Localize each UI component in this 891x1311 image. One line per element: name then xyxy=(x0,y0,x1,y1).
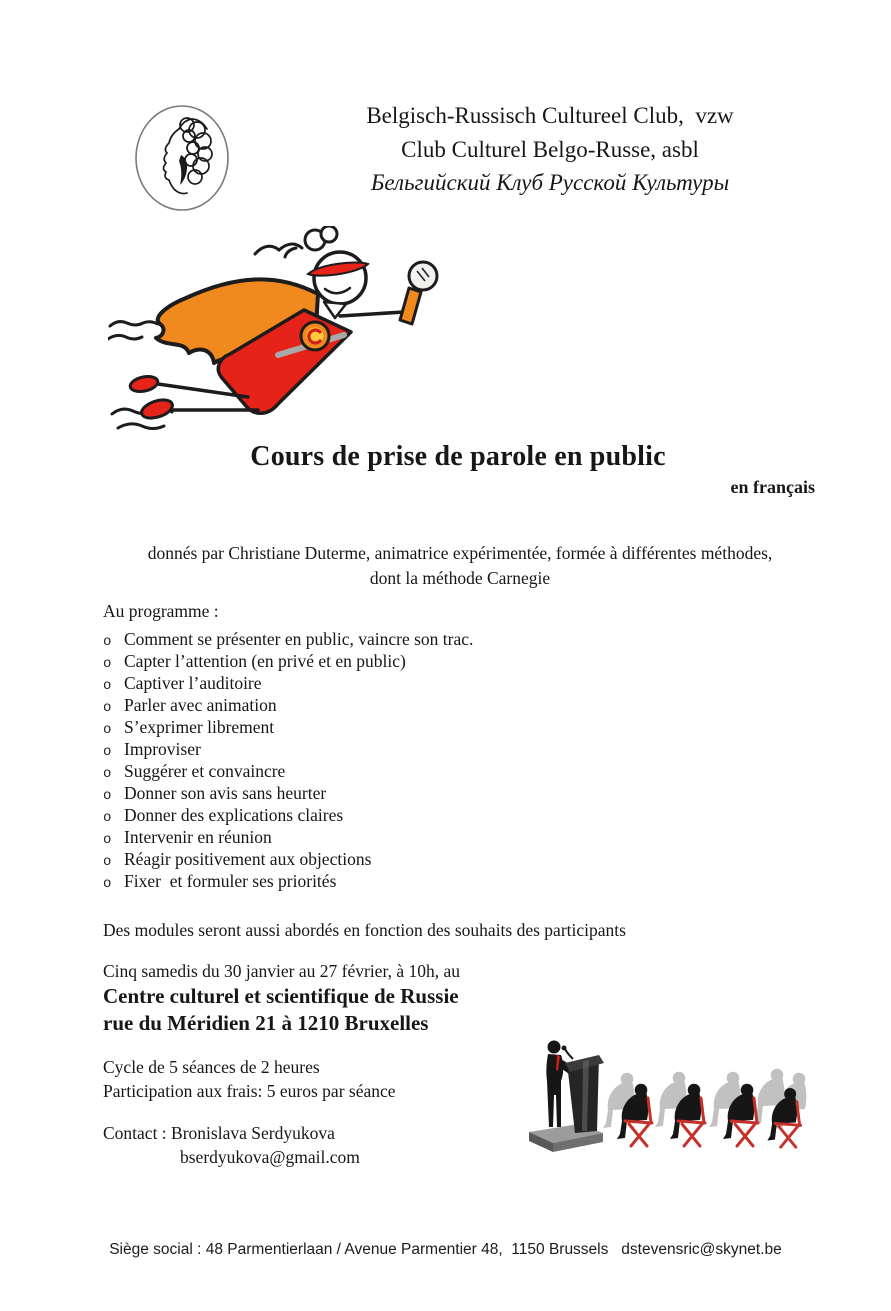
program-list xyxy=(103,629,703,893)
intro-line-2: dont la méthode Carnegie xyxy=(369,568,551,588)
podium-shape xyxy=(562,1046,605,1134)
program-item xyxy=(103,783,703,805)
club-name-french: Club Culturel Belgo-Russe, asbl xyxy=(401,136,699,162)
arm-line xyxy=(340,312,404,316)
program-item-label: Suggérer et convaincre xyxy=(124,761,286,781)
bullet-icon: o xyxy=(103,766,112,782)
language-note: en français xyxy=(730,477,815,497)
program-item-label: Capter l’attention (en privé et en public) xyxy=(124,651,406,671)
venue-name: Centre culturel et scientifique de Russie xyxy=(103,984,459,1008)
bullet-icon: o xyxy=(103,832,112,848)
bullet-icon: o xyxy=(103,788,112,804)
program-item-label: S’exprimer librement xyxy=(124,717,275,737)
footer-address: Siège social : 48 Parmentierlaan / Avenue Parmentier 48, 1150 Brussels dstevensric@skynet.be xyxy=(109,1241,782,1258)
program-item-label: Comment se présenter en public, vaincre son trac. xyxy=(124,629,474,649)
cycle-info: Cycle de 5 séances de 2 heures xyxy=(103,1057,320,1077)
bullet-icon: o xyxy=(103,744,112,760)
hair-bun xyxy=(321,226,337,242)
program-item xyxy=(103,629,703,651)
contact-email: bserdyukova@gmail.com xyxy=(180,1147,360,1167)
program-item xyxy=(103,871,703,893)
program-item-label: Réagir positivement aux objections xyxy=(124,849,372,869)
bullet-icon: o xyxy=(103,700,112,716)
fee-info: Participation aux frais: 5 euros par séance xyxy=(103,1081,396,1101)
program-item-label: Intervenir en réunion xyxy=(124,827,272,847)
hair-curl-line xyxy=(285,248,296,257)
program-item xyxy=(103,761,703,783)
bullet-icon: o xyxy=(103,854,112,870)
program-item xyxy=(103,673,703,695)
program-item xyxy=(103,651,703,673)
program-item-label: Improviser xyxy=(124,739,201,759)
bullet-icon: o xyxy=(103,722,112,738)
club-logo-pushkin-icon xyxy=(133,103,232,214)
microphone-handle xyxy=(400,288,421,324)
speaker-audience-illustration xyxy=(527,1037,812,1155)
bullet-icon: o xyxy=(103,656,112,672)
program-item xyxy=(103,695,703,717)
bullet-icon: o xyxy=(103,876,112,892)
program-item-label: Parler avec animation xyxy=(124,695,277,715)
venue-address: rue du Méridien 21 à 1210 Bruxelles xyxy=(103,1011,429,1035)
program-item-label: Donner son avis sans heurter xyxy=(124,783,327,803)
schedule-dates: Cinq samedis du 30 janvier au 27 février, à 10h, au xyxy=(103,961,460,981)
bullet-icon: o xyxy=(103,634,112,650)
intro-line-1: donnés par Christiane Duterme, animatrice expérimentée, formée à différentes méthodes, xyxy=(147,543,773,563)
program-item xyxy=(103,717,703,739)
shoe-shape xyxy=(139,396,174,421)
club-name-dutch: Belgisch-Russisch Cultureel Club, vzw xyxy=(366,103,734,128)
motion-line-icon xyxy=(110,322,158,326)
program-item xyxy=(103,805,703,827)
shoe-shape xyxy=(129,374,159,394)
intro-paragraph xyxy=(30,541,890,591)
motion-line-icon xyxy=(108,335,142,339)
program-item-label: Donner des explications claires xyxy=(124,805,344,825)
bullet-icon: o xyxy=(103,678,112,694)
page-title: Cours de prise de parole en public xyxy=(250,441,666,472)
superhero-speaker-illustration xyxy=(108,226,468,441)
head-shape xyxy=(314,252,366,304)
program-heading: Au programme : xyxy=(103,601,219,621)
microphone-head-icon xyxy=(409,262,437,290)
bullet-icon: o xyxy=(103,810,112,826)
header-titles xyxy=(330,99,770,200)
program-item xyxy=(103,739,703,761)
program-item-label: Fixer et formuler ses priorités xyxy=(124,871,337,891)
contact-name: Contact : Bronislava Serdyukova xyxy=(103,1123,335,1143)
program-item-label: Captiver l’auditoire xyxy=(124,673,262,693)
modules-note: Des modules seront aussi abordés en fonction des souhaits des participants xyxy=(103,920,626,940)
motion-line-icon xyxy=(118,424,164,429)
program-item xyxy=(103,849,703,871)
program-item xyxy=(103,827,703,849)
club-name-russian: Бельгийский Клуб Русской Культуры xyxy=(370,170,730,195)
